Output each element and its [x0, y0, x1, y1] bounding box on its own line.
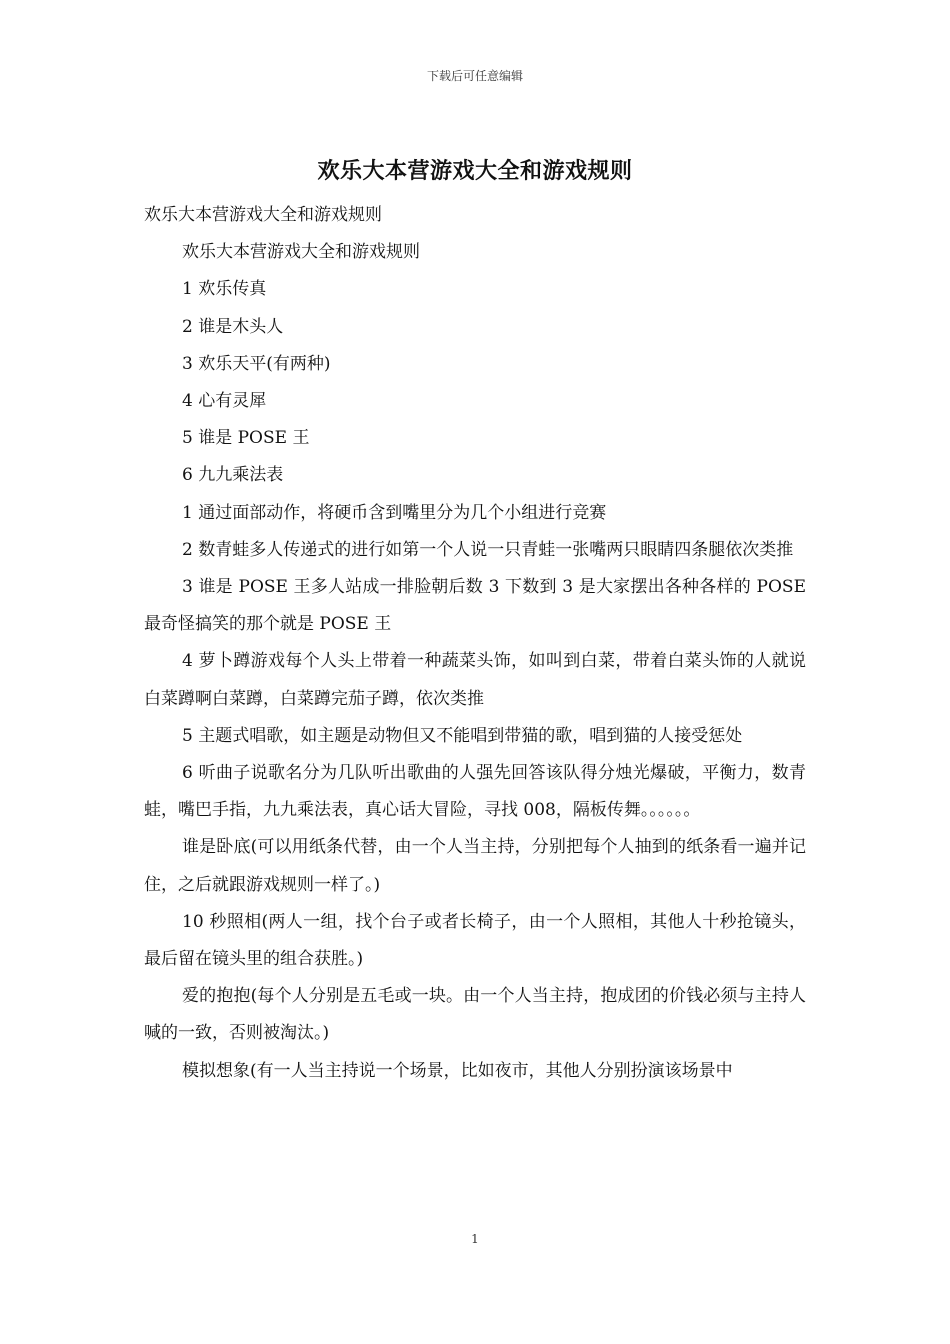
document-title: 欢乐大本营游戏大全和游戏规则: [317, 158, 633, 184]
list-item: 4 心有灵犀: [182, 391, 267, 412]
list-item: 6 九九乘法表: [182, 465, 284, 486]
paragraph: 6 听曲子说歌名分为几队听出歌曲的人强先回答该队得分烛光爆破，平衡力，数青蛙，嘴巴手指，九九乘法表，真心话大冒险，寻找 008，隔板传舞。。。。。。: [144, 763, 806, 821]
list-item: 2 谁是木头人: [182, 316, 284, 337]
paragraph: 4 萝卜蹲游戏每个人头上带着一种蔬菜头饰，如叫到白菜，带着白菜头饰的人就说白菜蹲啊白菜蹲，白菜蹲完茄子蹲，依次类推: [144, 651, 806, 709]
paragraph: 欢乐大本营游戏大全和游戏规则: [144, 205, 382, 225]
list-item: 1 欢乐传真: [182, 279, 267, 300]
paragraph: 爱的抱抱(每个人分别是五毛或一块。由一个人当主持，抱成团的价钱必须与主持人喊的一致，否则被淘汰。): [144, 986, 806, 1044]
paragraph: 10 秒照相(两人一组，找个台子或者长椅子，由一个人照相，其他人十秒抢镜头，最后留在镜头里的组合获胜。): [144, 911, 806, 970]
paragraph: 欢乐大本营游戏大全和游戏规则: [182, 242, 420, 263]
paragraph: 5 主题式唱歌，如主题是动物但又不能唱到带猫的歌，唱到猫的人接受惩处: [182, 725, 743, 746]
page-number: 1: [471, 1232, 479, 1246]
list-item: 3 欢乐天平(有两种): [182, 353, 331, 374]
page-header: 下载后可任意编辑: [426, 69, 523, 83]
paragraph: 3 谁是 POSE 王多人站成一排脸朝后数 3 下数到 3 是大家摆出各种各样的 POSE 最奇怪搞笑的那个就是 POSE 王: [144, 577, 806, 635]
list-item: 5 谁是 POSE 王: [182, 428, 310, 449]
paragraph: 模拟想象(有一人当主持说一个场景，比如夜市，其他人分别扮演该场景中: [182, 1060, 733, 1081]
paragraph: 谁是卧底(可以用纸条代替，由一个人当主持，分别把每个人抽到的纸条看一遍并记住，之后就跟游戏规则一样了。): [144, 837, 806, 895]
document-body: [144, 197, 806, 1090]
paragraph: 1 通过面部动作，将硬币含到嘴里分为几个小组进行竞赛: [182, 502, 607, 523]
paragraph: 2 数青蛙多人传递式的进行如第一个人说一只青蛙一张嘴两只眼睛四条腿依次类推: [182, 539, 794, 560]
